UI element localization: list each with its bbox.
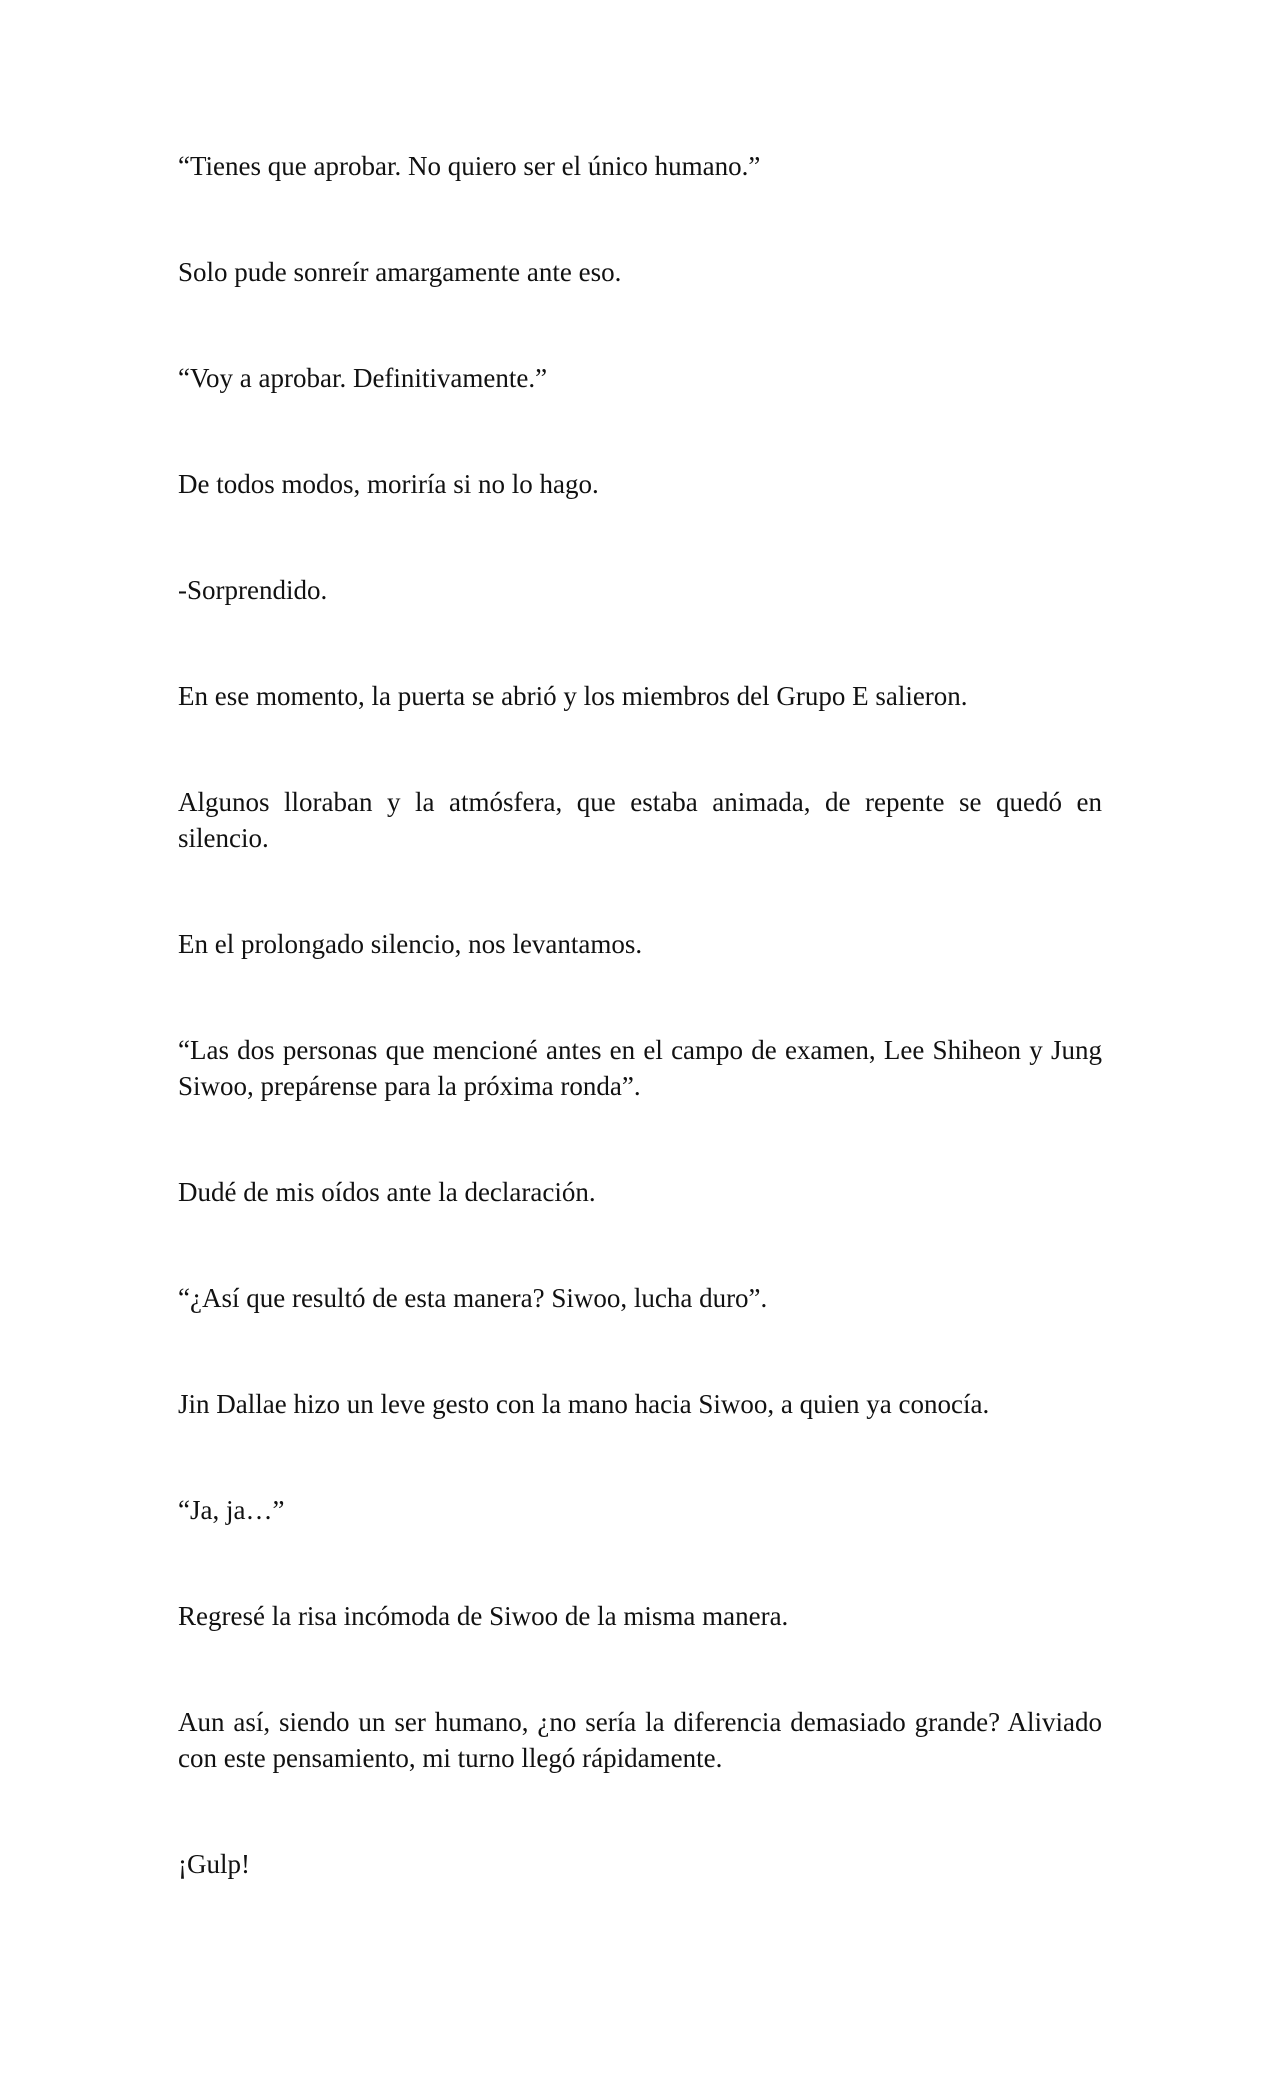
paragraph: De todos modos, moriría si no lo hago.: [178, 469, 599, 499]
paragraph: Aun así, siendo un ser humano, ¿no sería la diferencia demasiado grande? Aliviado con este pensamiento, mi turno llegó rápidamente.: [178, 1707, 1102, 1773]
paragraph: “Tienes que aprobar. No quiero ser el único humano.”: [178, 151, 761, 181]
paragraph: Dudé de mis oídos ante la declaración.: [178, 1177, 596, 1207]
paragraph: Regresé la risa incómoda de Siwoo de la misma manera.: [178, 1601, 789, 1631]
paragraph: “Voy a aprobar. Definitivamente.”: [178, 363, 548, 393]
paragraph: Jin Dallae hizo un leve gesto con la mano hacia Siwoo, a quien ya conocía.: [178, 1389, 990, 1419]
paragraph: “¿Así que resultó de esta manera? Siwoo, lucha duro”.: [178, 1283, 768, 1313]
paragraph: “Ja, ja…”: [178, 1495, 285, 1525]
paragraph: ¡Gulp!: [178, 1849, 250, 1879]
paragraph: En el prolongado silencio, nos levantamos.: [178, 929, 643, 959]
paragraph: “Las dos personas que mencioné antes en el campo de examen, Lee Shiheon y Jung Siwoo, prepárense para la próxima ronda”.: [178, 1035, 1102, 1101]
paragraph: Algunos lloraban y la atmósfera, que estaba animada, de repente se quedó en silencio.: [178, 787, 1102, 853]
body-text: [178, 148, 1102, 1952]
paragraph: En ese momento, la puerta se abrió y los miembros del Grupo E salieron.: [178, 681, 968, 711]
paragraph: Solo pude sonreír amargamente ante eso.: [178, 257, 622, 287]
paragraph: -Sorprendido.: [178, 575, 328, 605]
